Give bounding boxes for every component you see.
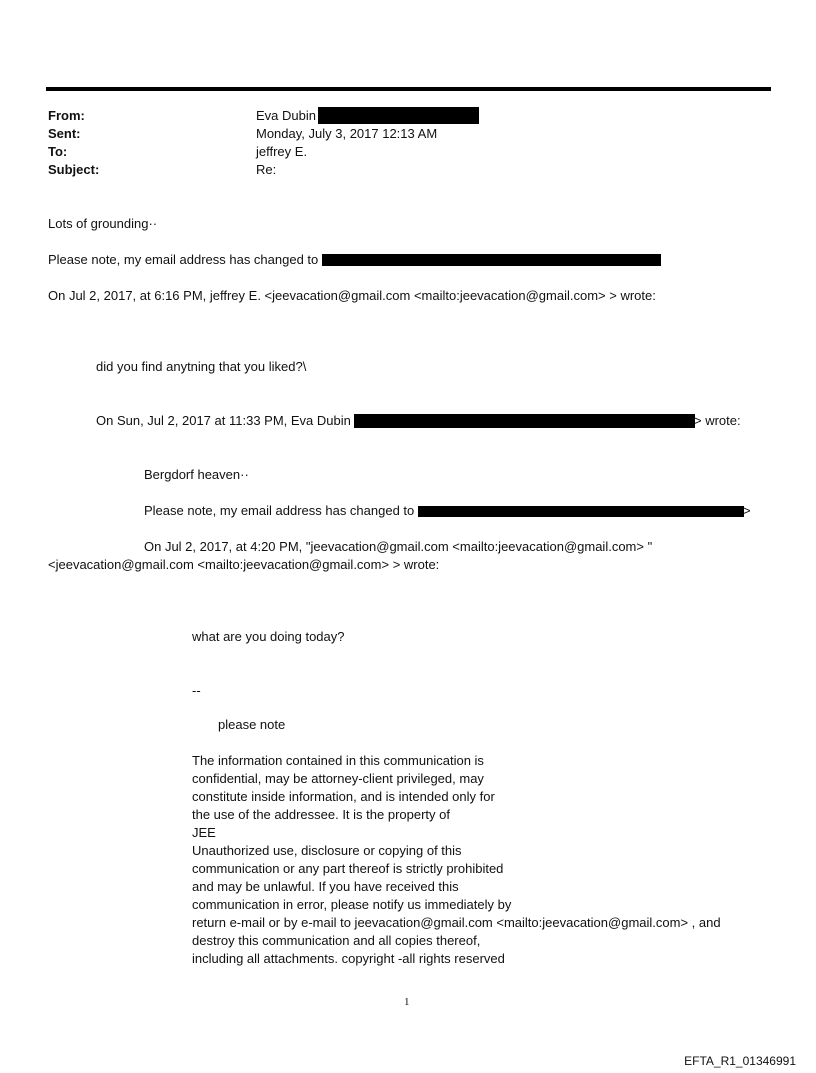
quote-header: On Jul 2, 2017, at 4:20 PM, "jeevacation@gmail.com <mailto:jeevacation@gmail.com> " <box>144 539 653 554</box>
signature-separator: -- <box>192 683 201 698</box>
quote-header: On Jul 2, 2017, at 6:16 PM, jeffrey E. <jeevacation@gmail.com <mailto:jeevacation@gmail.com> > wrote: <box>48 288 656 303</box>
to-label: To: <box>48 144 68 159</box>
disclaimer-line: Unauthorized use, disclosure or copying of this <box>192 843 462 858</box>
to-value: jeffrey E. <box>256 144 308 159</box>
disclaimer-line: JEE <box>192 825 216 840</box>
disclaimer-line: return e-mail or by e-mail to jeevacation@gmail.com <mailto:jeevacation@gmail.com> , and <box>192 915 721 930</box>
email-change-notice: Please note, my email address has changed to <box>48 252 319 267</box>
quoted-message-line: did you find anytning that you liked?\ <box>96 359 307 374</box>
disclaimer-line: and may be unlawful. If you have received this <box>192 879 459 894</box>
quote-header: On Sun, Jul 2, 2017 at 11:33 PM, Eva Dubin <box>96 413 351 428</box>
disclaimer-line: including all attachments. copyright -all rights reserved <box>192 951 505 966</box>
page-number: 1 <box>404 996 410 1008</box>
quote-header-continued: <jeevacation@gmail.com <mailto:jeevacation@gmail.com> > wrote: <box>48 557 440 572</box>
from-value: Eva Dubin <box>256 108 316 123</box>
redaction-bar <box>322 254 661 266</box>
sent-label: Sent: <box>48 126 81 141</box>
disclaimer-line: communication in error, please notify us immediately by <box>192 897 512 912</box>
from-label: From: <box>48 108 85 123</box>
disclaimer-line: destroy this communication and all copies thereof, <box>192 933 481 948</box>
email-change-notice: Please note, my email address has changed to <box>144 503 415 518</box>
quoted-message-line: Bergdorf heaven·· <box>144 467 249 482</box>
message-line: Lots of grounding·· <box>48 216 158 231</box>
header-rule <box>46 87 771 91</box>
sent-value: Monday, July 3, 2017 12:13 AM <box>256 126 438 141</box>
disclaimer-line: confidential, may be attorney-client privileged, may <box>192 771 484 786</box>
disclaimer-line: communication or any part thereof is strictly prohibited <box>192 861 504 876</box>
subject-value: Re: <box>256 162 277 177</box>
subject-label: Subject: <box>48 162 100 177</box>
document-id: EFTA_R1_01346991 <box>684 1054 796 1068</box>
quoted-message-line: what are you doing today? <box>192 629 345 644</box>
disclaimer-line: constitute inside information, and is intended only for <box>192 789 495 804</box>
redaction-bar <box>318 107 479 124</box>
redaction-bar <box>354 414 695 428</box>
redaction-bar <box>418 506 744 517</box>
quote-header-end: > wrote: <box>694 413 741 428</box>
disclaimer <box>192 752 721 968</box>
disclaimer-line: The information contained in this communication is <box>192 753 484 768</box>
redaction-end-bracket: > <box>743 503 751 518</box>
disclaimer-line: the use of the addressee. It is the property of <box>192 807 450 822</box>
please-note: please note <box>218 717 286 732</box>
